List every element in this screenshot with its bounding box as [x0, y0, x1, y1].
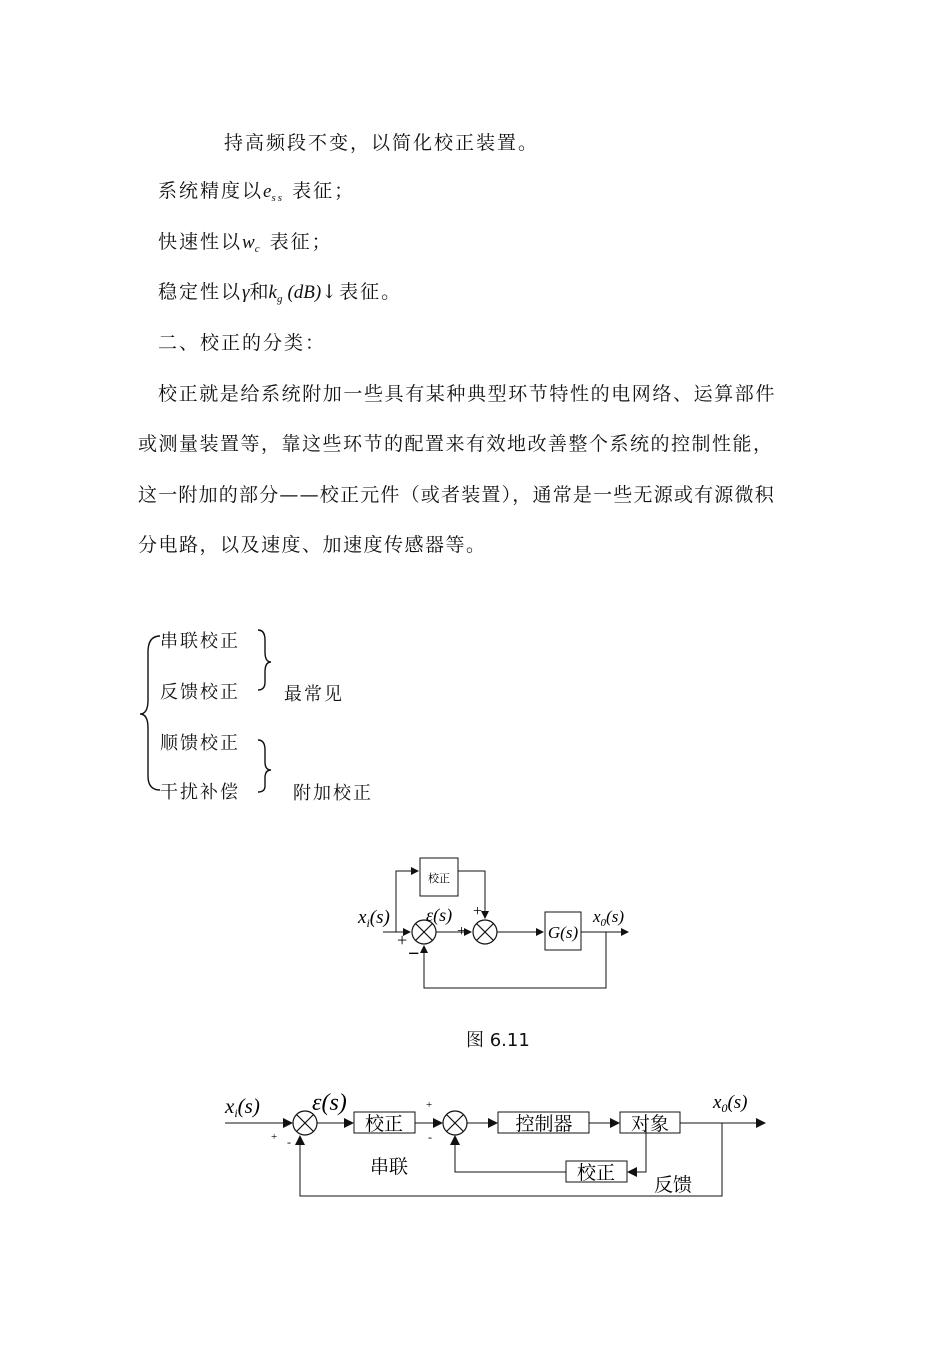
sub-g: g: [276, 293, 285, 305]
paragraph-line-4: 分电路，以及速度、加速度传感器等。: [138, 534, 487, 556]
sub-c: c: [254, 243, 262, 255]
fig2-sign-minus-1: -: [287, 1135, 291, 1149]
var-e: e: [263, 181, 272, 202]
fig1-corrector-label: 校正: [428, 873, 450, 885]
text-line-1: 持高频段不变，以简化校正装置。: [224, 132, 540, 154]
fig1-output-label: $x_0(s)$: [593, 907, 624, 929]
class-item-series: 串联校正: [160, 631, 240, 652]
group-label-common: 最常见: [284, 684, 344, 705]
fig1-input-label: $x_i(s)$: [358, 907, 390, 930]
stability-prefix: 稳定性以: [158, 281, 243, 303]
stability-suffix: ↓表征。: [321, 281, 403, 303]
fig2-series-label: 串联: [370, 1157, 409, 1178]
sub-ss: ss: [271, 192, 285, 204]
fig2-input-label: xi(s): [225, 1094, 260, 1120]
var-gamma: γ: [242, 282, 250, 303]
fig2-series-corrector-label: 校正: [364, 1114, 404, 1135]
paragraph-line-3: 这一附加的部分——校正元件（或者装置），通常是一些无源或有源微积: [138, 484, 775, 506]
fig2-output-label: $x_0(s)$: [713, 1092, 748, 1115]
fig1-sign-plus-3: +: [473, 903, 483, 920]
fig1-sign-minus: −: [408, 943, 420, 965]
class-item-feedforward: 顺馈校正: [160, 733, 240, 754]
section-heading: 二、校正的分类：: [158, 332, 327, 354]
fig1-sign-plus-2: +: [457, 923, 467, 940]
paragraph-line-2: 或测量装置等，靠这些环节的配置来有效地改善整个系统的控制性能，: [138, 433, 774, 455]
speed-prefix: 快速性以: [158, 231, 243, 253]
var-k: k: [268, 282, 277, 303]
fig1-error-label: ε(s): [426, 905, 453, 925]
fig1-plant-label: G(s): [547, 923, 579, 942]
accuracy-suffix: 表征；: [292, 180, 356, 202]
fig1-sign-plus-1: +: [397, 930, 408, 950]
class-item-disturbance: 干扰补偿: [160, 782, 240, 803]
group-label-additional: 附加校正: [293, 783, 373, 804]
speed-suffix: 表征；: [269, 231, 333, 253]
fig2-sign-plus-2: +: [426, 1099, 433, 1111]
fig2-sign-minus-2: -: [428, 1130, 432, 1144]
fig2-sign-plus-1: +: [271, 1131, 278, 1143]
var-db: (dB): [287, 282, 322, 303]
figure-caption: 图 6.11: [466, 1030, 530, 1051]
stability-and: 和: [249, 281, 269, 303]
fig2-feedback-corrector-label: 校正: [576, 1163, 616, 1184]
fig2-plant-label: 对象: [630, 1114, 670, 1135]
class-item-feedback: 反馈校正: [160, 682, 240, 703]
accuracy-prefix: 系统精度以: [158, 180, 264, 202]
fig2-feedback-label: 反馈: [654, 1175, 693, 1196]
paragraph-line-1: 校正就是给系统附加一些具有某种典型环节特性的电网络、运算部件: [158, 383, 777, 405]
var-w: w: [242, 232, 255, 253]
fig2-error-label: ε(s): [312, 1090, 347, 1116]
fig2-sum-junction-2: [443, 1111, 467, 1135]
fig2-controller-label: 控制器: [515, 1114, 573, 1135]
